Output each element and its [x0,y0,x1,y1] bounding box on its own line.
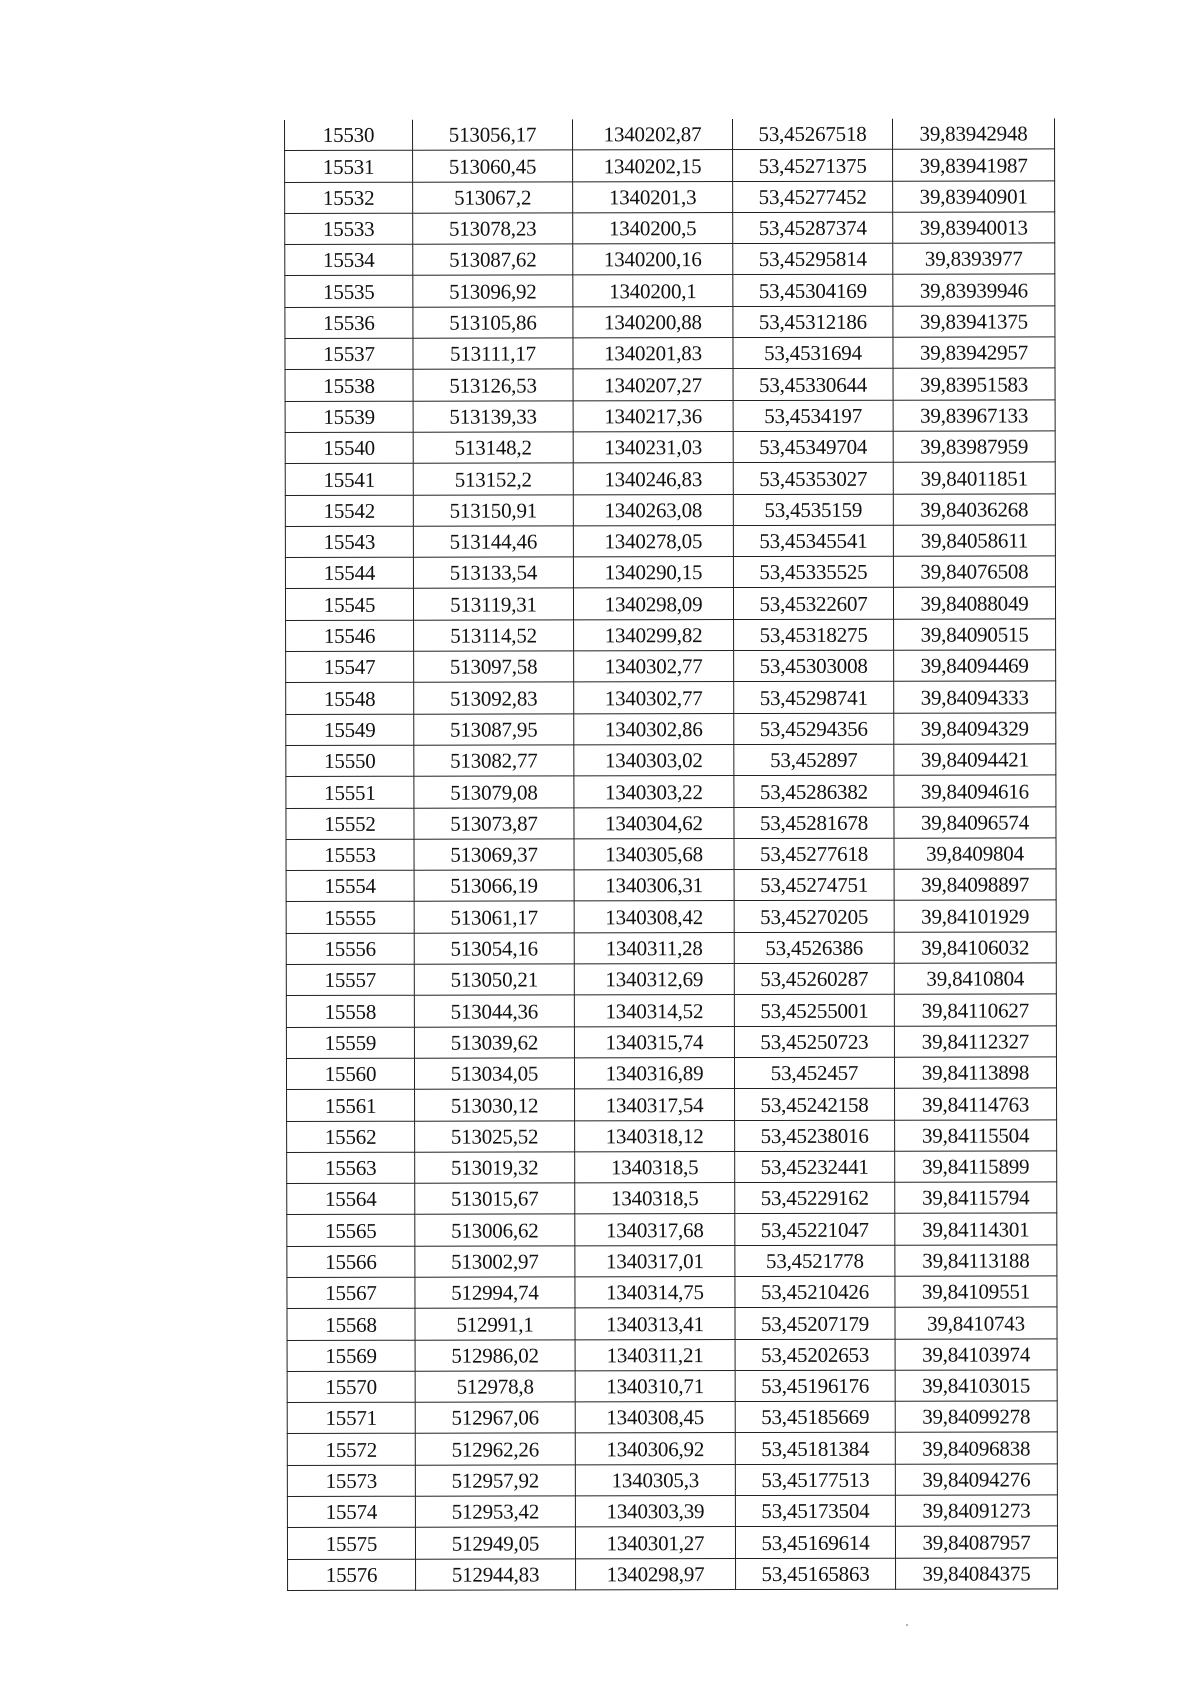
y-coordinate-cell: 1340200,5 [573,212,733,244]
longitude-cell: 39,84088049 [893,587,1055,619]
x-coordinate-cell: 513087,95 [414,714,574,746]
point-number-cell: 15544 [285,557,413,589]
scan-speck [906,1624,908,1626]
x-coordinate-cell: 513015,67 [415,1183,575,1215]
table-row [285,212,1055,245]
point-number-cell: 15543 [285,526,413,558]
longitude-cell: 39,83987959 [893,431,1055,463]
latitude-cell: 53,45202653 [735,1339,895,1371]
longitude-cell: 39,83942948 [892,118,1054,149]
y-coordinate-cell: 1340306,92 [575,1433,735,1465]
y-coordinate-cell: 1340246,83 [573,463,733,495]
point-number-cell: 15564 [287,1183,415,1215]
longitude-cell: 39,84076508 [893,556,1055,588]
table-row [286,932,1056,965]
longitude-cell: 39,84094329 [894,713,1056,745]
latitude-cell: 53,45318275 [734,619,894,651]
y-coordinate-cell: 1340313,41 [575,1308,735,1340]
x-coordinate-cell: 512957,92 [415,1465,575,1497]
table-row [287,1213,1057,1246]
longitude-cell: 39,84094616 [894,775,1056,807]
longitude-cell: 39,8410743 [895,1307,1057,1339]
latitude-cell: 53,45287374 [733,212,893,244]
y-coordinate-cell: 1340201,3 [573,181,733,213]
point-number-cell: 15563 [287,1152,415,1184]
point-number-cell: 15549 [286,714,414,746]
table-row [286,869,1056,902]
latitude-cell: 53,45181384 [735,1433,895,1465]
table-row [286,1025,1056,1058]
longitude-cell: 39,83940013 [893,212,1055,244]
latitude-cell: 53,45229162 [735,1182,895,1214]
x-coordinate-cell: 513073,87 [414,807,574,839]
x-coordinate-cell: 513148,2 [413,432,573,464]
y-coordinate-cell: 1340312,69 [574,964,734,996]
table-row [285,337,1055,370]
longitude-cell: 39,84114301 [895,1213,1057,1245]
point-number-cell: 15537 [285,338,413,370]
latitude-cell: 53,45185669 [735,1401,895,1433]
point-number-cell: 15575 [287,1528,415,1560]
x-coordinate-cell: 513019,32 [415,1152,575,1184]
latitude-cell: 53,45165863 [736,1558,896,1590]
y-coordinate-cell: 1340200,16 [573,244,733,276]
y-coordinate-cell: 1340304,62 [574,807,734,839]
table-row [287,1276,1057,1309]
x-coordinate-cell: 513061,17 [414,901,574,933]
latitude-cell: 53,45298741 [734,682,894,714]
latitude-cell: 53,45173504 [735,1495,895,1527]
x-coordinate-cell: 513152,2 [413,463,573,495]
x-coordinate-cell: 513096,92 [413,275,573,307]
latitude-cell: 53,45277618 [734,838,894,870]
table-row [287,1245,1057,1278]
table-row [285,587,1055,620]
longitude-cell: 39,84115504 [895,1119,1057,1151]
table-row [285,243,1055,276]
x-coordinate-cell: 512978,8 [415,1371,575,1403]
y-coordinate-cell: 1340278,05 [573,525,733,557]
table-row [287,1526,1057,1559]
coordinates-table-body [285,118,1058,1590]
y-coordinate-cell: 1340314,75 [575,1277,735,1309]
table-row [286,806,1056,839]
point-number-cell: 15552 [286,808,414,840]
point-number-cell: 15572 [287,1434,415,1466]
latitude-cell: 53,4534197 [733,400,893,432]
y-coordinate-cell: 1340302,77 [574,682,734,714]
y-coordinate-cell: 1340200,1 [573,275,733,307]
longitude-cell: 39,83942957 [893,337,1055,369]
point-number-cell: 15535 [285,276,413,308]
point-number-cell: 15556 [286,933,414,965]
y-coordinate-cell: 1340217,36 [573,400,733,432]
table-row [285,306,1055,339]
y-coordinate-cell: 1340311,21 [575,1339,735,1371]
latitude-cell: 53,45281678 [734,807,894,839]
latitude-cell: 53,45330644 [733,369,893,401]
x-coordinate-cell: 512986,02 [415,1339,575,1371]
table-row [285,118,1055,150]
point-number-cell: 15573 [287,1465,415,1497]
longitude-cell: 39,83940901 [893,180,1055,212]
latitude-cell: 53,45221047 [735,1214,895,1246]
point-number-cell: 15554 [286,870,414,902]
latitude-cell: 53,45353027 [733,462,893,494]
y-coordinate-cell: 1340201,83 [573,338,733,370]
longitude-cell: 39,84036268 [893,493,1055,525]
longitude-cell: 39,84115794 [895,1182,1057,1214]
y-coordinate-cell: 1340316,89 [574,1057,734,1089]
x-coordinate-cell: 513078,23 [413,213,573,245]
latitude-cell: 53,45210426 [735,1276,895,1308]
table-row [287,1464,1057,1497]
x-coordinate-cell: 513082,77 [414,745,574,777]
table-row [286,681,1056,714]
latitude-cell: 53,452897 [734,744,894,776]
latitude-cell: 53,45207179 [735,1308,895,1340]
x-coordinate-cell: 512991,1 [415,1308,575,1340]
latitude-cell: 53,45294356 [734,713,894,745]
table-row [285,180,1055,213]
x-coordinate-cell: 513092,83 [414,682,574,714]
longitude-cell: 39,84094333 [894,681,1056,713]
x-coordinate-cell: 513111,17 [413,338,573,370]
longitude-cell: 39,84090515 [894,619,1056,651]
latitude-cell: 53,45242158 [735,1088,895,1120]
latitude-cell: 53,45260287 [734,963,894,995]
x-coordinate-cell: 513079,08 [414,776,574,808]
longitude-cell: 39,84115899 [895,1151,1057,1183]
latitude-cell: 53,45312186 [733,306,893,338]
y-coordinate-cell: 1340302,86 [574,713,734,745]
longitude-cell: 39,84058611 [893,525,1055,557]
table-row [286,994,1056,1027]
longitude-cell: 39,8409804 [894,838,1056,870]
point-number-cell: 15555 [286,902,414,934]
x-coordinate-cell: 513066,19 [414,870,574,902]
point-number-cell: 15574 [287,1496,415,1528]
table-row [286,713,1056,746]
y-coordinate-cell: 1340308,42 [574,901,734,933]
y-coordinate-cell: 1340318,12 [575,1120,735,1152]
point-number-cell: 15576 [288,1559,416,1591]
longitude-cell: 39,84096574 [894,806,1056,838]
y-coordinate-cell: 1340290,15 [573,557,733,589]
point-number-cell: 15547 [286,651,414,683]
y-coordinate-cell: 1340303,39 [575,1496,735,1528]
latitude-cell: 53,45335525 [733,556,893,588]
x-coordinate-cell: 512962,26 [415,1433,575,1465]
x-coordinate-cell: 513097,58 [414,651,574,683]
longitude-cell: 39,83939946 [893,274,1055,306]
point-number-cell: 15546 [286,620,414,652]
table-row [285,462,1055,495]
y-coordinate-cell: 1340299,82 [574,619,734,651]
x-coordinate-cell: 513144,46 [413,526,573,558]
table-row [285,274,1055,307]
x-coordinate-cell: 513119,31 [413,588,573,620]
y-coordinate-cell: 1340303,02 [574,744,734,776]
longitude-cell: 39,84094469 [894,650,1056,682]
point-number-cell: 15558 [286,996,414,1028]
point-number-cell: 15562 [287,1121,415,1153]
y-coordinate-cell: 1340308,45 [575,1402,735,1434]
table-row [286,838,1056,871]
y-coordinate-cell: 1340302,77 [574,651,734,683]
latitude-cell: 53,45169614 [735,1527,895,1559]
y-coordinate-cell: 1340202,87 [572,119,732,150]
x-coordinate-cell: 512944,83 [416,1559,576,1591]
x-coordinate-cell: 512994,74 [415,1277,575,1309]
point-number-cell: 15551 [286,776,414,808]
point-number-cell: 15532 [285,182,413,214]
latitude-cell: 53,4526386 [734,932,894,964]
point-number-cell: 15570 [287,1371,415,1403]
latitude-cell: 53,45267518 [732,119,892,150]
point-number-cell: 15530 [285,120,413,151]
table-row [287,1432,1057,1465]
table-row [287,1338,1057,1371]
y-coordinate-cell: 1340303,22 [574,776,734,808]
y-coordinate-cell: 1340314,52 [574,995,734,1027]
x-coordinate-cell: 513114,52 [414,620,574,652]
y-coordinate-cell: 1340318,5 [575,1183,735,1215]
longitude-cell: 39,84110627 [894,994,1056,1026]
table-row [285,431,1055,464]
point-number-cell: 15548 [286,683,414,715]
y-coordinate-cell: 1340310,71 [575,1370,735,1402]
table-row [287,1495,1057,1528]
x-coordinate-cell: 513150,91 [413,494,573,526]
table-row [285,525,1055,558]
latitude-cell: 53,45303008 [734,650,894,682]
table-row [287,1182,1057,1215]
table-row [287,1119,1057,1152]
longitude-cell: 39,84114763 [895,1088,1057,1120]
latitude-cell: 53,45271375 [733,150,893,182]
latitude-cell: 53,45250723 [734,1026,894,1058]
x-coordinate-cell: 513044,36 [414,995,574,1027]
longitude-cell: 39,8393977 [893,243,1055,275]
x-coordinate-cell: 513060,45 [413,150,573,182]
y-coordinate-cell: 1340317,54 [575,1089,735,1121]
table-row [286,650,1056,683]
point-number-cell: 15540 [285,432,413,464]
x-coordinate-cell: 513002,97 [415,1246,575,1278]
point-number-cell: 15568 [287,1309,415,1341]
longitude-cell: 39,84099278 [895,1401,1057,1433]
x-coordinate-cell: 513126,53 [413,369,573,401]
latitude-cell: 53,45345541 [733,525,893,557]
x-coordinate-cell: 513050,21 [414,964,574,996]
point-number-cell: 15531 [285,151,413,183]
longitude-cell: 39,84087957 [895,1526,1057,1558]
x-coordinate-cell: 513087,62 [413,244,573,276]
point-number-cell: 15541 [285,463,413,495]
longitude-cell: 39,83967133 [893,400,1055,432]
y-coordinate-cell: 1340315,74 [574,1026,734,1058]
y-coordinate-cell: 1340207,27 [573,369,733,401]
y-coordinate-cell: 1340298,09 [573,588,733,620]
point-number-cell: 15565 [287,1215,415,1247]
table-row [286,775,1056,808]
latitude-cell: 53,45286382 [734,775,894,807]
table-row [285,400,1055,433]
table-row [286,900,1056,933]
latitude-cell: 53,45277452 [733,181,893,213]
latitude-cell: 53,4521778 [735,1245,895,1277]
x-coordinate-cell: 513069,37 [414,839,574,871]
table-row [286,963,1056,996]
longitude-cell: 39,84103015 [895,1370,1057,1402]
y-coordinate-cell: 1340301,27 [575,1527,735,1559]
point-number-cell: 15542 [285,495,413,527]
y-coordinate-cell: 1340305,68 [574,838,734,870]
latitude-cell: 53,45304169 [733,275,893,307]
x-coordinate-cell: 513034,05 [414,1058,574,1090]
longitude-cell: 39,84091273 [895,1495,1057,1527]
y-coordinate-cell: 1340311,28 [574,932,734,964]
longitude-cell: 39,83941987 [893,149,1055,181]
x-coordinate-cell: 513133,54 [413,557,573,589]
point-number-cell: 15557 [286,964,414,996]
point-number-cell: 15561 [287,1089,415,1121]
latitude-cell: 53,45295814 [733,243,893,275]
latitude-cell: 53,45274751 [734,869,894,901]
y-coordinate-cell: 1340298,97 [576,1558,736,1590]
longitude-cell: 39,83941375 [893,306,1055,338]
x-coordinate-cell: 512967,06 [415,1402,575,1434]
table-row [285,368,1055,401]
longitude-cell: 39,84112327 [894,1025,1056,1057]
x-coordinate-cell: 513139,33 [413,401,573,433]
point-number-cell: 15571 [287,1402,415,1434]
latitude-cell: 53,452457 [734,1057,894,1089]
point-number-cell: 15567 [287,1277,415,1309]
latitude-cell: 53,45322607 [733,588,893,620]
longitude-cell: 39,84084375 [896,1558,1058,1590]
y-coordinate-cell: 1340200,88 [573,306,733,338]
y-coordinate-cell: 1340263,08 [573,494,733,526]
latitude-cell: 53,45177513 [735,1464,895,1496]
longitude-cell: 39,84101929 [894,900,1056,932]
point-number-cell: 15533 [285,213,413,245]
longitude-cell: 39,84098897 [894,869,1056,901]
table-row [287,1151,1057,1184]
point-number-cell: 15539 [285,401,413,433]
latitude-cell: 53,45238016 [735,1120,895,1152]
point-number-cell: 15550 [286,745,414,777]
table-row [287,1370,1057,1403]
latitude-cell: 53,45255001 [734,995,894,1027]
longitude-cell: 39,84109551 [895,1276,1057,1308]
longitude-cell: 39,84094276 [895,1464,1057,1496]
longitude-cell: 39,84096838 [895,1432,1057,1464]
latitude-cell: 53,45349704 [733,431,893,463]
point-number-cell: 15538 [285,370,413,402]
latitude-cell: 53,4535159 [733,494,893,526]
x-coordinate-cell: 513054,16 [414,933,574,965]
table-row [288,1558,1058,1591]
table-row [286,619,1056,652]
coordinates-table-wrapper [284,118,1057,1591]
latitude-cell: 53,45270205 [734,901,894,933]
longitude-cell: 39,84011851 [893,462,1055,494]
y-coordinate-cell: 1340305,3 [575,1464,735,1496]
point-number-cell: 15560 [286,1058,414,1090]
x-coordinate-cell: 512953,42 [415,1496,575,1528]
y-coordinate-cell: 1340231,03 [573,432,733,464]
table-row [287,1401,1057,1434]
latitude-cell: 53,45196176 [735,1370,895,1402]
table-row [285,556,1055,589]
coordinates-table [284,118,1058,1591]
y-coordinate-cell: 1340306,31 [574,870,734,902]
table-row [287,1088,1057,1121]
x-coordinate-cell: 513006,62 [415,1214,575,1246]
longitude-cell: 39,84113898 [894,1057,1056,1089]
table-row [286,744,1056,777]
point-number-cell: 15566 [287,1246,415,1278]
x-coordinate-cell: 513105,86 [413,307,573,339]
table-row [285,493,1055,526]
latitude-cell: 53,45232441 [735,1151,895,1183]
x-coordinate-cell: 513030,12 [415,1089,575,1121]
y-coordinate-cell: 1340317,01 [575,1245,735,1277]
longitude-cell: 39,84106032 [894,932,1056,964]
y-coordinate-cell: 1340317,68 [575,1214,735,1246]
x-coordinate-cell: 513056,17 [412,119,572,150]
point-number-cell: 15534 [285,244,413,276]
point-number-cell: 15569 [287,1340,415,1372]
longitude-cell: 39,84103974 [895,1338,1057,1370]
point-number-cell: 15559 [286,1027,414,1059]
y-coordinate-cell: 1340202,15 [573,150,733,182]
x-coordinate-cell: 513025,52 [415,1120,575,1152]
longitude-cell: 39,84094421 [894,744,1056,776]
longitude-cell: 39,83951583 [893,368,1055,400]
x-coordinate-cell: 512949,05 [415,1527,575,1559]
x-coordinate-cell: 513067,2 [413,181,573,213]
longitude-cell: 39,84113188 [895,1245,1057,1277]
x-coordinate-cell: 513039,62 [414,1027,574,1059]
point-number-cell: 15536 [285,307,413,339]
latitude-cell: 53,4531694 [733,337,893,369]
point-number-cell: 15553 [286,839,414,871]
table-row [287,1307,1057,1340]
y-coordinate-cell: 1340318,5 [575,1151,735,1183]
longitude-cell: 39,8410804 [894,963,1056,995]
point-number-cell: 15545 [285,589,413,621]
table-row [286,1057,1056,1090]
table-row [285,149,1055,182]
